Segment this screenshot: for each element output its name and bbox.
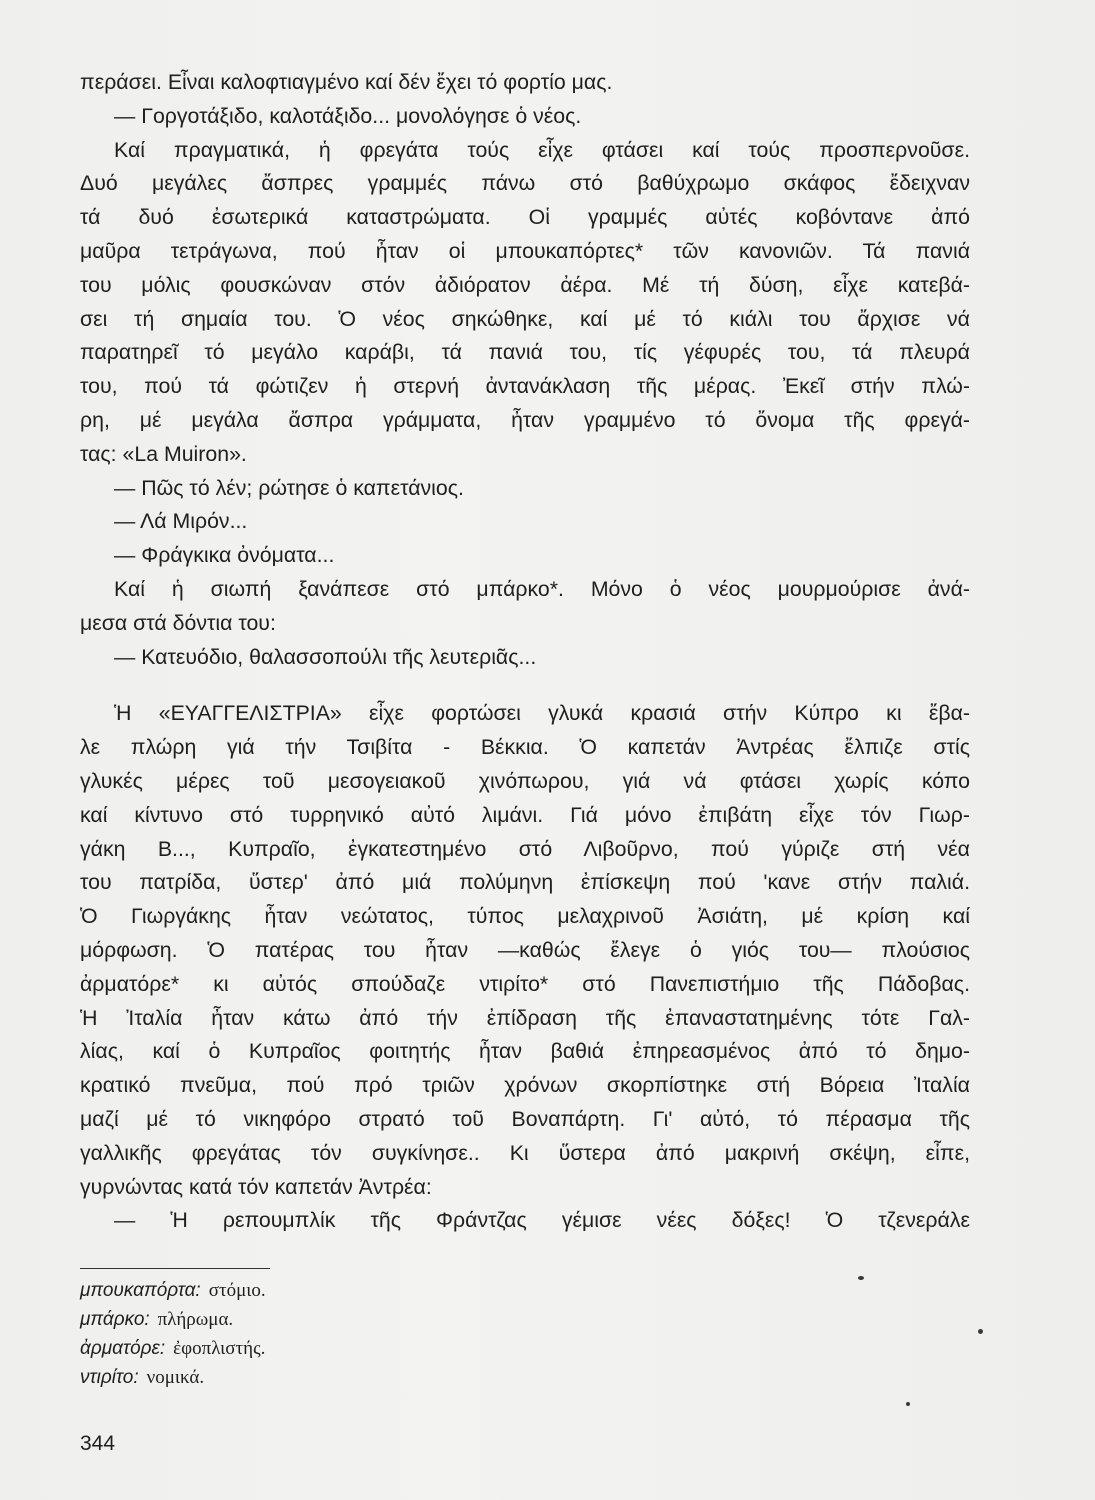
text-line: — Γοργοτάξιδο, καλοτάξιδο... μονολόγησε ὁ νέος. bbox=[114, 103, 582, 128]
text-line: μεσα στά δόντια του: bbox=[80, 610, 276, 635]
text-line: Ἡ Ἰταλία ἦταν κάτω ἀπό τήν ἐπίδραση τῆς ἐπαναστατημένης τότε Γαλ- bbox=[80, 1005, 970, 1030]
print-speck bbox=[978, 1329, 983, 1334]
print-speck bbox=[906, 1402, 910, 1406]
text-line: του πατρίδα, ὕστερ' ἀπό μιά πολύμηνη ἐπίσκεψη πού 'κανε στήν παλιά. bbox=[80, 870, 970, 895]
text-line: του μόλις φουσκώναν στόν ἀδιόρατον ἀέρα. Μέ τή δύση, εἶχε κατεβά- bbox=[80, 272, 970, 297]
text-line: — Ἡ ρεπουμπλίκ τῆς Φράντζας γέμισε νέες δόξες! Ὁ τζενεράλε bbox=[114, 1208, 970, 1233]
footnote-term: ντιρίτο: bbox=[80, 1367, 139, 1388]
footnote bbox=[80, 1363, 580, 1392]
text-line: — Φράγκικα ὀνόματα... bbox=[114, 543, 335, 568]
text-line: Ἡ «ΕΥΑΓΓΕΛΙΣΤΡΙΑ» εἶχε φορτώσει γλυκά κρασιά στήν Κύπρο κι ἔβα- bbox=[114, 701, 970, 726]
text-line: λίας, καί ὁ Κυπραῖος φοιτητής ἦταν βαθιά ἐπηρεασμένος ἀπό τό δημο- bbox=[80, 1039, 970, 1064]
text-line: μόρφωση. Ὁ πατέρας του ἦταν —καθώς ἔλεγε ὁ γιός του— πλούσιος bbox=[80, 937, 970, 962]
footnote-term: μπάρκο: bbox=[80, 1309, 150, 1330]
text-line: γλυκές μέρες τοῦ μεσογειακοῦ χινόπωρου, γιά νά φτάσει χωρίς κόπο bbox=[80, 768, 970, 793]
text-line: τας: «La Muiron». bbox=[80, 441, 247, 466]
text-line: λε πλώρη γιά τήν Τσιβίτα - Βέκκια. Ὁ καπετάν Ἀντρέας ἔλπιζε στίς bbox=[80, 735, 970, 760]
text-line: κρατικό πνεῦμα, πού πρό τριῶν χρόνων σκορπίστηκε στή Βόρεια Ἰταλία bbox=[80, 1073, 970, 1098]
main-text bbox=[80, 66, 970, 1238]
text-line: καί κίντυνο στό τυρρηνικό αὐτό λιμάνι. Γιά μόνο ἐπιβάτη εἶχε τόν Γιωρ- bbox=[80, 802, 970, 827]
footnote-definition: στόμιο. bbox=[208, 1280, 266, 1301]
text-line: μαῦρα τετράγωνα, πού ἦταν οἱ μπουκαπόρτες* τῶν κανονιῶν. Τά πανιά bbox=[80, 238, 970, 263]
text-line: γαλλικῆς φρεγάτας τόν συγκίνησε.. Κι ὕστερα ἀπό μακρινή σκέψη, εἶπε, bbox=[80, 1140, 970, 1165]
text-line: γάκη Β..., Κυπραῖο, ἐγκατεστημένο στό Λιβοῦρνο, πού γύριζε στή νέα bbox=[80, 836, 970, 861]
footnote-definition: νομικά. bbox=[146, 1367, 205, 1388]
text-line: ρη, μέ μεγάλα ἄσπρα γράμματα, ἦταν γραμμένο τό ὄνομα τῆς φρεγά- bbox=[80, 407, 970, 432]
text-line: παρατηρεῖ τό μεγάλο καράβι, τά πανιά του, τίς γέφυρές του, τά πλευρά bbox=[80, 340, 970, 365]
text-line: σει τή σημαία του. Ὁ νέος σηκώθηκε, καί μέ τό κιάλι του ἄρχισε νά bbox=[80, 306, 970, 331]
footnote-rule bbox=[80, 1268, 270, 1269]
footnote-term: μπουκαπόρτα: bbox=[80, 1280, 201, 1301]
text-line: — Λά Μιρόν... bbox=[114, 509, 248, 534]
text-line: μαζί μέ τό νικηφόρο στρατό τοῦ Βοναπάρτη. Γι' αὐτό, τό πέρασμα τῆς bbox=[80, 1106, 970, 1131]
text-line: — Κατευόδιο, θαλασσοπούλι τῆς λευτεριᾶς... bbox=[114, 644, 537, 669]
text-line: γυρνώντας κατά τόν καπετάν Ἀντρέα: bbox=[80, 1174, 432, 1199]
page-number: 344 bbox=[80, 1432, 116, 1455]
text-line: Δυό μεγάλες ἄσπρες γραμμές πάνω στό βαθύχρωμο σκάφος ἔδειχναν bbox=[80, 171, 970, 196]
footnote-term: ἀρματόρε: bbox=[80, 1338, 166, 1359]
text-line: Ὁ Γιωργάκης ἦταν νεώτατος, τύπος μελαχρινοῦ Ἀσιάτη, μέ κρίση καί bbox=[80, 904, 970, 929]
footnote bbox=[80, 1334, 580, 1363]
paragraph-gap bbox=[80, 674, 970, 697]
footnote bbox=[80, 1276, 580, 1305]
print-speck bbox=[858, 1276, 864, 1280]
footnote-definition: ἐφοπλιστής. bbox=[173, 1338, 266, 1359]
text-line: Καί πραγματικά, ἡ φρεγάτα τούς εἶχε φτάσει καί τούς προσπερνοῦσε. bbox=[114, 137, 970, 162]
text-line: — Πῶς τό λέν; ρώτησε ὁ καπετάνιος. bbox=[114, 475, 464, 500]
text-line: τά δυό ἐσωτερικά καταστρώματα. Οἱ γραμμές αὐτές κοβόντανε ἀπό bbox=[80, 205, 970, 230]
footnotes bbox=[80, 1276, 580, 1392]
footnote-definition: πλήρωμα. bbox=[157, 1309, 234, 1330]
text-line: του, πού τά φώτιζεν ἡ στερνή ἀντανάκλαση τῆς μέρας. Ἐκεῖ στήν πλώ- bbox=[80, 374, 970, 399]
text-line: Καί ἡ σιωπή ξανάπεσε στό μπάρκο*. Μόνο ὁ νέος μουρμούρισε ἀνά- bbox=[114, 576, 970, 601]
text-line: περάσει. Εἶναι καλοφτιαγμένο καί δέν ἔχει τό φορτίο μας. bbox=[80, 70, 613, 94]
text-line: ἀρματόρε* κι αὐτός σπούδαζε ντιρίτο* στό Πανεπιστήμιο τῆς Πάδοβας. bbox=[80, 971, 970, 996]
footnote bbox=[80, 1305, 580, 1334]
